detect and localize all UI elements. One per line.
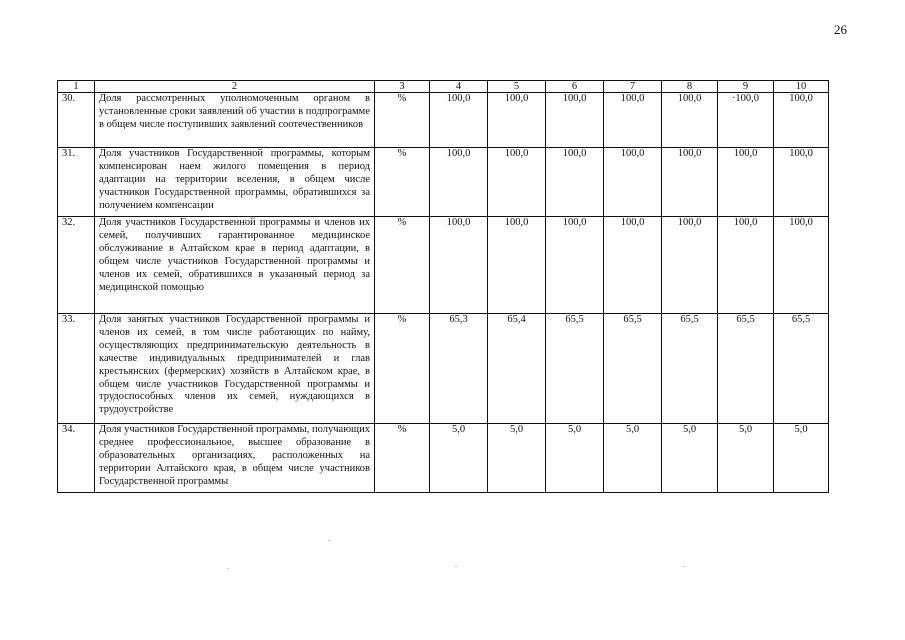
- value-cell: 100,0: [546, 93, 604, 148]
- value-cell: 100,0: [604, 93, 662, 148]
- value-cell: 100,0: [430, 148, 488, 217]
- table-row: [58, 217, 829, 314]
- column-header: 9: [718, 81, 774, 93]
- scan-speck: [683, 566, 685, 567]
- value-cell: 100,0: [774, 148, 829, 217]
- value-cell: 65,5: [774, 314, 829, 424]
- column-header: 7: [604, 81, 662, 93]
- unit-cell: %: [375, 424, 430, 493]
- value-cell: 65,3: [430, 314, 488, 424]
- indicators-table: [57, 80, 829, 493]
- value-cell: 100,0: [774, 93, 829, 148]
- scan-speck: [328, 540, 330, 541]
- value-cell: 100,0: [546, 217, 604, 314]
- value-cell: 100,0: [488, 148, 546, 217]
- value-cell: 100,0: [604, 148, 662, 217]
- value-cell: 65,5: [546, 314, 604, 424]
- value-cell: ·100,0: [718, 93, 774, 148]
- unit-cell: %: [375, 148, 430, 217]
- column-header: 2: [95, 81, 375, 93]
- value-cell: 65,5: [662, 314, 718, 424]
- indicator-name: Доля участников Государственной программы, которым компенсирован наем жилого помещения в период адаптации на территории вселения, в общем числе участников Государственной программы, обратившихся за получением компенсации: [95, 148, 375, 217]
- value-cell: 100,0: [604, 217, 662, 314]
- row-number: 30.: [58, 93, 95, 148]
- value-cell: 5,0: [774, 424, 829, 493]
- indicator-name: Доля участников Государственной программы, получающих среднее профессиональное, высшее образование в образовательных организациях, расположенных на территории Алтайского края, в общем числе участников Государственной программы: [95, 424, 375, 493]
- scan-speck: [227, 568, 229, 569]
- value-cell: 100,0: [662, 93, 718, 148]
- value-cell: 65,5: [604, 314, 662, 424]
- value-cell: 5,0: [662, 424, 718, 493]
- value-cell: 100,0: [546, 148, 604, 217]
- value-cell: 100,0: [488, 93, 546, 148]
- value-cell: 65,4: [488, 314, 546, 424]
- column-header: 5: [488, 81, 546, 93]
- value-cell: 100,0: [718, 148, 774, 217]
- value-cell: 5,0: [430, 424, 488, 493]
- column-header: 6: [546, 81, 604, 93]
- value-cell: 100,0: [430, 217, 488, 314]
- row-number: 33.: [58, 314, 95, 424]
- unit-cell: %: [375, 217, 430, 314]
- row-number: 31.: [58, 148, 95, 217]
- value-cell: 5,0: [546, 424, 604, 493]
- table-row: [58, 314, 829, 424]
- value-cell: 5,0: [718, 424, 774, 493]
- value-cell: 65,5: [718, 314, 774, 424]
- value-cell: 5,0: [488, 424, 546, 493]
- column-header: 1: [58, 81, 95, 93]
- indicator-name: Доля рассмотренных уполномоченным органом в установленные сроки заявлений об участии в подпрограмме в общем числе поступивших заявлений соотечественников: [95, 93, 375, 148]
- column-header: 3: [375, 81, 430, 93]
- unit-cell: %: [375, 93, 430, 148]
- value-cell: 5,0: [604, 424, 662, 493]
- table-row: [58, 424, 829, 493]
- column-header: 4: [430, 81, 488, 93]
- scan-speck: [455, 566, 457, 567]
- value-cell: 100,0: [430, 93, 488, 148]
- value-cell: 100,0: [662, 217, 718, 314]
- row-number: 34.: [58, 424, 95, 493]
- value-cell: 100,0: [774, 217, 829, 314]
- table-row: [58, 93, 829, 148]
- header-row: [58, 81, 829, 93]
- column-header: 8: [662, 81, 718, 93]
- value-cell: 100,0: [662, 148, 718, 217]
- value-cell: 100,0: [488, 217, 546, 314]
- value-cell: 100,0: [718, 217, 774, 314]
- unit-cell: %: [375, 314, 430, 424]
- table-row: [58, 148, 829, 217]
- column-header: 10: [774, 81, 829, 93]
- indicator-name: Доля занятых участников Государственной программы и членов их семей, в том числе работающих по найму, осуществляющих предпринимательскую деятельность в качестве индивидуальных предпринимателей и глав крестьянских (фермерских) хозяйств в Алтайском крае, в общем числе участников Государственной программы и трудоспособных членов их семей, нуждающихся в трудоустройстве: [95, 314, 375, 424]
- page-number: 26: [834, 22, 847, 37]
- row-number: 32.: [58, 217, 95, 314]
- indicator-name: Доля участников Государственной программы и членов их семей, получивших гарантированное медицинское обслуживание в Алтайском крае в период адаптации, в общем числе участников Государственной программы и членов их семей, обратившихся в указанный период за медицинской помощью: [95, 217, 375, 314]
